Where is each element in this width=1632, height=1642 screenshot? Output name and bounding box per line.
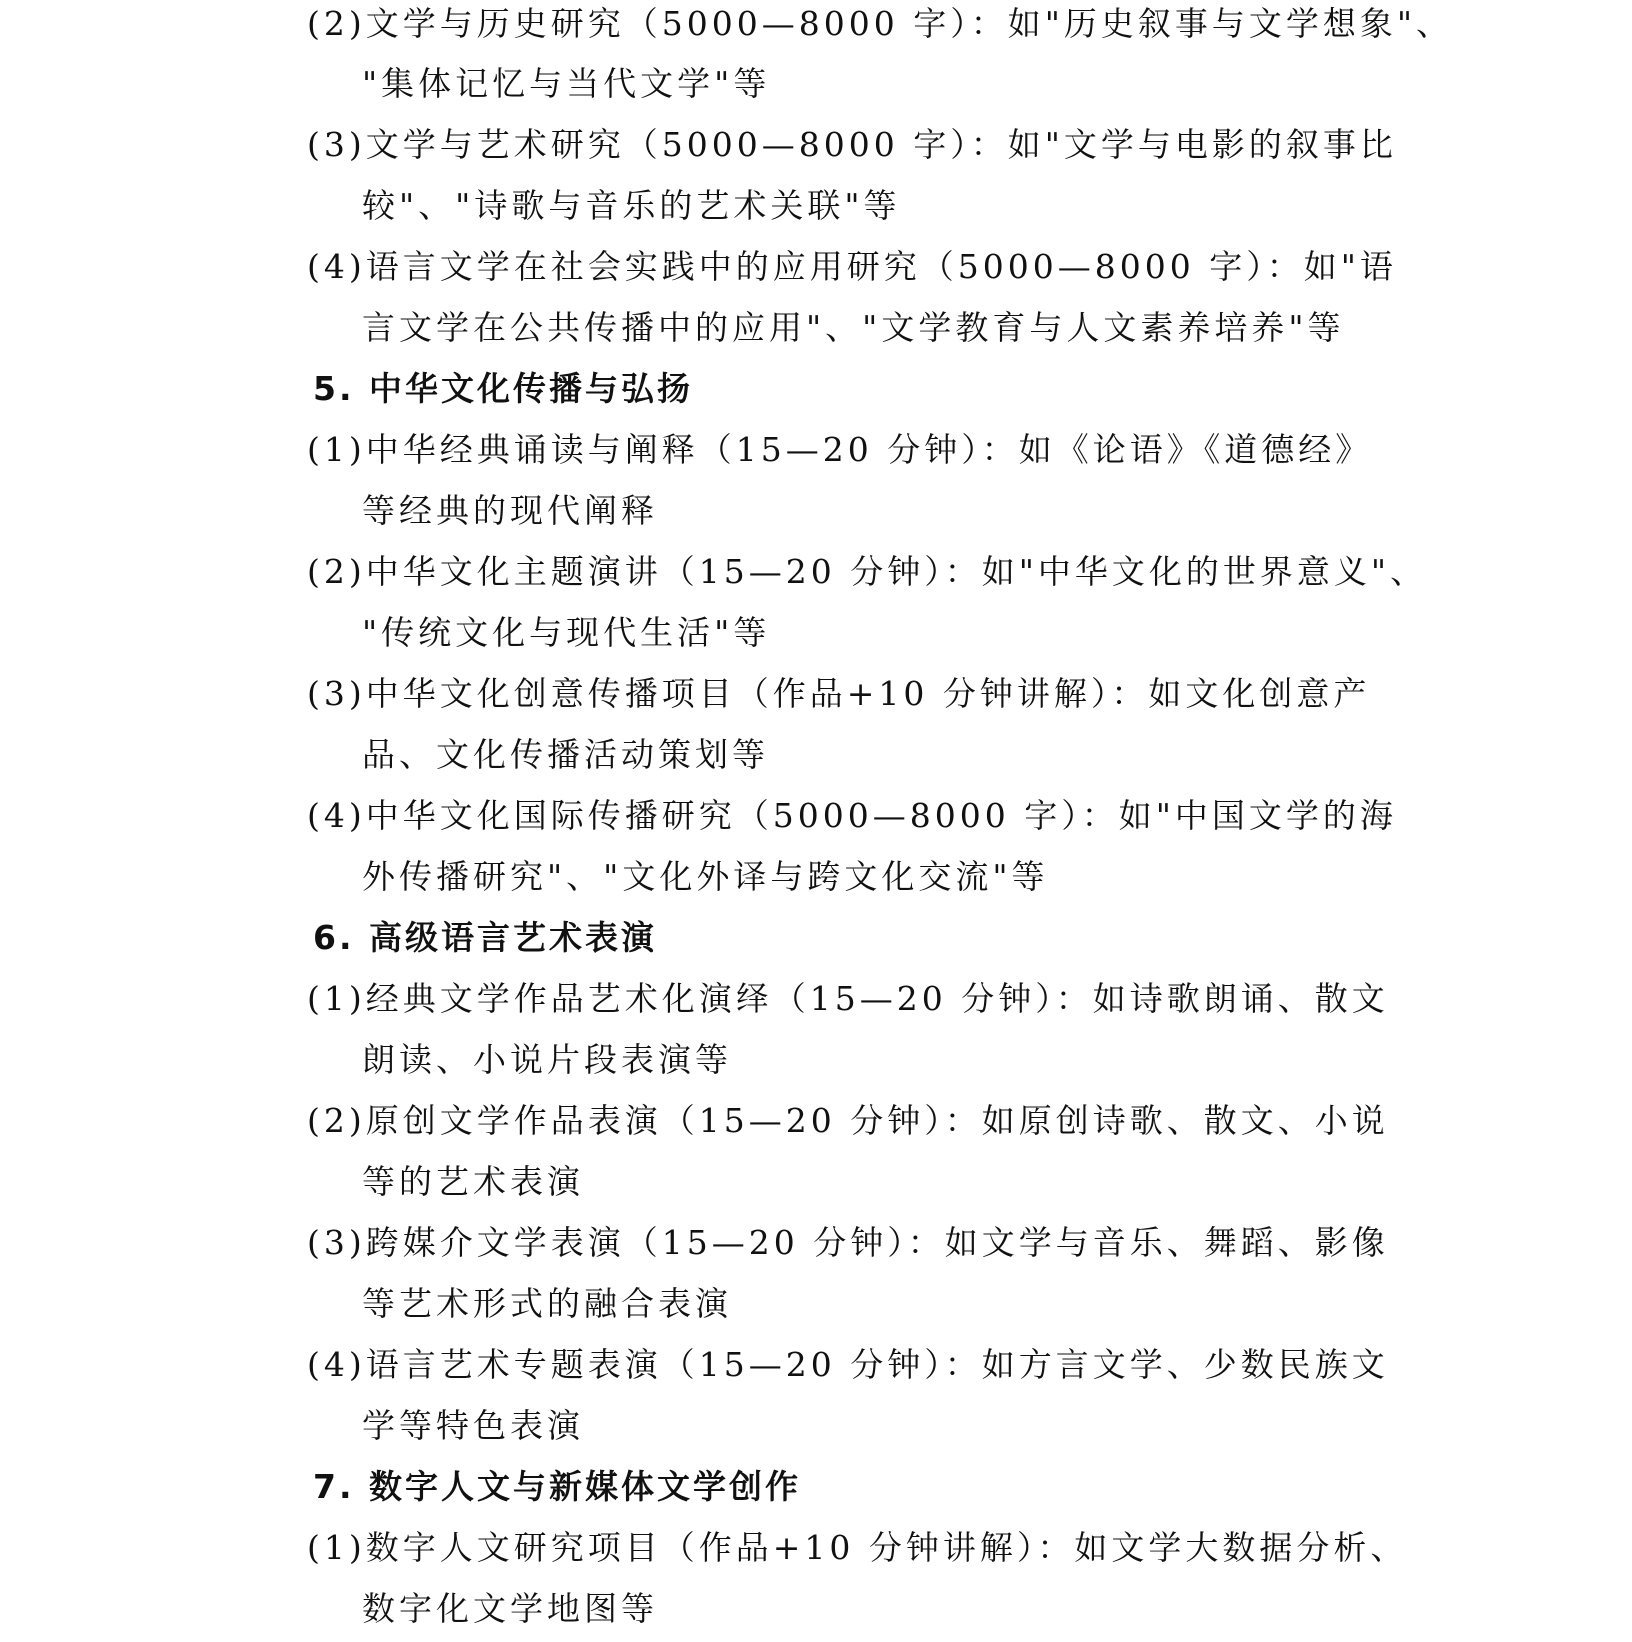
- list-item-6-2-line-2: 等的艺术表演: [362, 1162, 584, 1201]
- list-item-6-3-line-2: 等艺术形式的融合表演: [362, 1284, 732, 1323]
- list-item-5-2-line-1: (2)中华文化主题演讲（15—20 分钟）：如"中华文化的世界意义"、: [307, 552, 1428, 591]
- list-item-4-4-line-1: (4)语言文学在社会实践中的应用研究（5000—8000 字）：如"语: [307, 247, 1397, 286]
- list-item-6-4-line-1: (4)语言艺术专题表演（15—20 分钟）：如方言文学、少数民族文: [307, 1345, 1389, 1384]
- list-item-4-3-line-1: (3)文学与艺术研究（5000—8000 字）：如"文学与电影的叙事比: [307, 125, 1397, 164]
- list-item-5-4-line-2: 外传播研究"、"文化外译与跨文化交流"等: [362, 857, 1049, 896]
- list-item-4-2-line-2: "集体记忆与当代文学"等: [362, 64, 771, 103]
- list-item-4-4-line-2: 言文学在公共传播中的应用"、"文学教育与人文素养培养"等: [362, 308, 1345, 347]
- list-item-6-3-line-1: (3)跨媒介文学表演（15—20 分钟）：如文学与音乐、舞蹈、影像: [307, 1223, 1389, 1262]
- list-item-4-3-line-2: 较"、"诗歌与音乐的艺术关联"等: [362, 186, 901, 225]
- list-item-5-1-line-1: (1)中华经典诵读与阐释（15—20 分钟）：如《论语》《道德经》: [307, 430, 1373, 469]
- list-item-6-2-line-1: (2)原创文学作品表演（15—20 分钟）：如原创诗歌、散文、小说: [307, 1101, 1389, 1140]
- list-item-5-3-line-2: 品、文化传播活动策划等: [362, 735, 769, 774]
- list-item-6-1-line-1: (1)经典文学作品艺术化演绎（15—20 分钟）：如诗歌朗诵、散文: [307, 979, 1389, 1018]
- list-item-4-2-line-1: (2)文学与历史研究（5000—8000 字）：如"历史叙事与文学想象"、: [307, 4, 1454, 43]
- list-item-5-1-line-2: 等经典的现代阐释: [362, 491, 658, 530]
- section-heading-6: 6. 高级语言艺术表演: [313, 918, 657, 957]
- list-item-5-4-line-1: (4)中华文化国际传播研究（5000—8000 字）：如"中国文学的海: [307, 796, 1397, 835]
- list-item-6-4-line-2: 学等特色表演: [362, 1406, 584, 1445]
- section-heading-7: 7. 数字人文与新媒体文学创作: [313, 1467, 801, 1506]
- list-item-5-3-line-1: (3)中华文化创意传播项目（作品+10 分钟讲解）：如文化创意产: [307, 674, 1371, 713]
- list-item-5-2-line-2: "传统文化与现代生活"等: [362, 613, 771, 652]
- list-item-7-1-line-1: (1)数字人文研究项目（作品+10 分钟讲解）：如文学大数据分析、: [307, 1528, 1408, 1567]
- list-item-7-1-line-2: 数字化文学地图等: [362, 1589, 658, 1628]
- section-heading-5: 5. 中华文化传播与弘扬: [313, 369, 693, 408]
- list-item-6-1-line-2: 朗读、小说片段表演等: [362, 1040, 732, 1079]
